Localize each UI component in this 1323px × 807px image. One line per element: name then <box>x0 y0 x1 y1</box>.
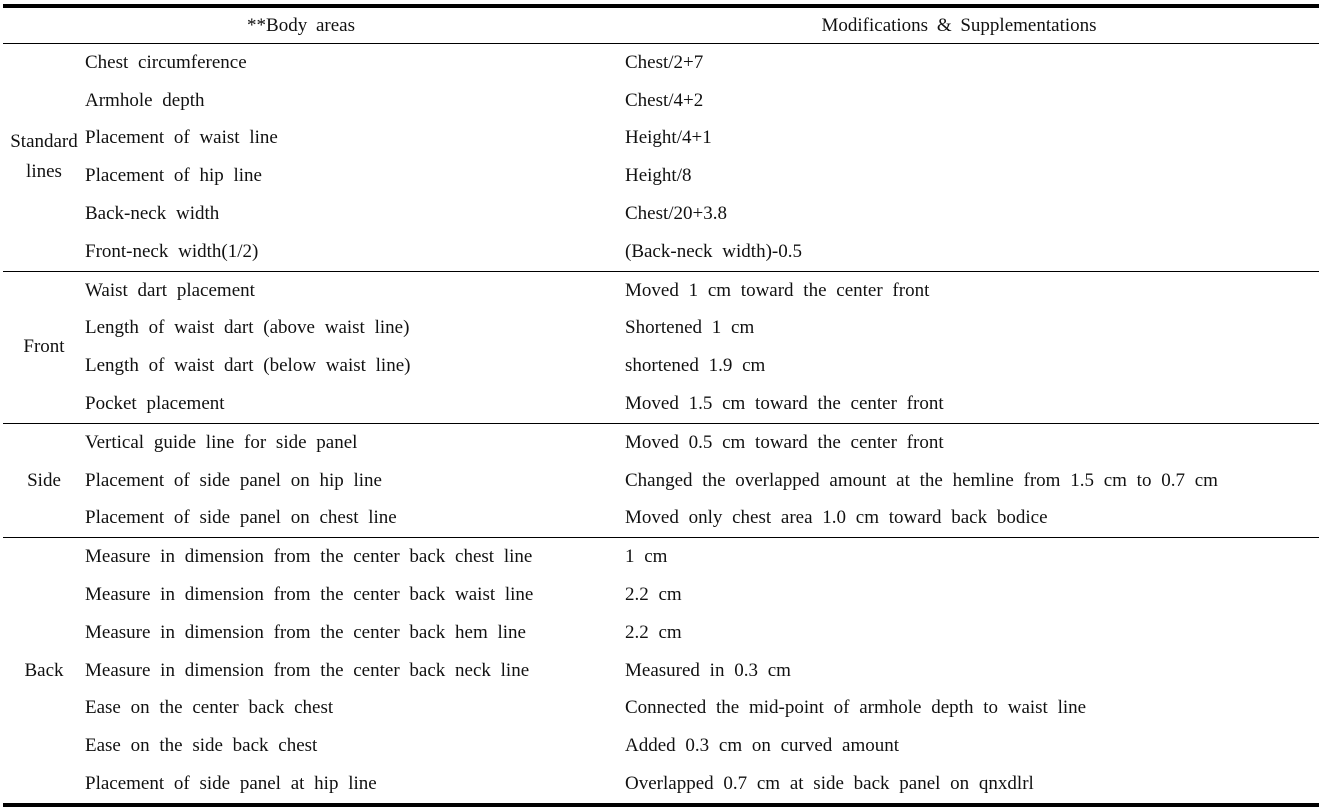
table-row <box>85 82 1319 120</box>
table-row <box>85 385 1319 423</box>
table-row <box>85 500 1319 538</box>
body-area-cell: Length of waist dart (above waist line) <box>85 317 410 339</box>
table-row <box>85 120 1319 158</box>
table-row <box>85 347 1319 385</box>
body-area-cell: Pocket placement <box>85 393 225 415</box>
modification-cell: Chest/2+7 <box>625 51 704 73</box>
header-modifications: Modifications & Supplementations <box>821 14 1097 36</box>
body-area-cell: Armhole depth <box>85 89 205 111</box>
modification-cell: 1 cm <box>625 546 668 568</box>
modification-cell: 2.2 cm <box>625 621 682 643</box>
body-area-cell: Front-neck width(1/2) <box>85 240 259 262</box>
body-area-cell: Measure in dimension from the center back hem line <box>85 621 526 643</box>
modification-cell: Moved 1.5 cm toward the center front <box>625 393 944 415</box>
modification-cell: Changed the overlapped amount at the hemline from 1.5 cm to 0.7 cm <box>625 469 1218 491</box>
body-area-cell: Length of waist dart (below waist line) <box>85 355 411 377</box>
modification-cell: Connected the mid-point of armhole depth to waist line <box>625 697 1087 719</box>
table-row <box>85 272 1319 310</box>
body-area-cell: Measure in dimension from the center back neck line <box>85 659 530 681</box>
table-row <box>85 44 1319 82</box>
table-group <box>3 538 1319 803</box>
table-row <box>85 157 1319 195</box>
table-row <box>85 462 1319 500</box>
table-group <box>3 272 1319 423</box>
body-area-cell: Ease on the side back chest <box>85 735 318 757</box>
table-row <box>85 310 1319 348</box>
modification-cell: Moved 1 cm toward the center front <box>625 279 930 301</box>
table-row <box>85 690 1319 728</box>
table-body <box>3 44 1319 803</box>
table-row <box>85 233 1319 271</box>
modification-cell: Added 0.3 cm on curved amount <box>625 735 900 757</box>
group-category: Back <box>24 659 64 681</box>
table-group <box>3 44 1319 271</box>
modification-cell: Chest/20+3.8 <box>625 203 728 225</box>
bottom-rule <box>3 803 1319 807</box>
modification-cell: Height/4+1 <box>625 127 712 149</box>
modification-cell: 2.2 cm <box>625 584 682 606</box>
body-area-cell: Back-neck width <box>85 203 220 225</box>
modification-cell: shortened 1.9 cm <box>625 355 766 377</box>
table-row <box>85 576 1319 614</box>
table-group <box>3 424 1319 537</box>
group-category: Standard lines <box>10 131 78 183</box>
body-area-cell: Placement of waist line <box>85 127 278 149</box>
table-header <box>3 8 1319 43</box>
body-area-cell: Measure in dimension from the center back waist line <box>85 584 534 606</box>
modification-cell: Moved only chest area 1.0 cm toward back bodice <box>625 507 1048 529</box>
body-area-cell: Chest circumference <box>85 51 247 73</box>
body-area-cell: Ease on the center back chest <box>85 697 334 719</box>
modification-cell: Overlapped 0.7 cm at side back panel on qnxdlrl <box>625 773 1034 795</box>
body-area-cell: Placement of side panel on chest line <box>85 507 397 529</box>
table-row <box>85 195 1319 233</box>
group-category: Side <box>27 469 61 491</box>
table-row <box>85 652 1319 690</box>
body-area-cell: Measure in dimension from the center back chest line <box>85 546 533 568</box>
table-row <box>85 538 1319 576</box>
modification-cell: Height/8 <box>625 165 692 187</box>
modification-cell: Chest/4+2 <box>625 89 704 111</box>
body-area-cell: Vertical guide line for side panel <box>85 431 358 453</box>
table-row <box>85 765 1319 803</box>
modification-cell: Moved 0.5 cm toward the center front <box>625 431 944 453</box>
body-area-cell: Waist dart placement <box>85 279 255 301</box>
modification-cell: (Back-neck width)-0.5 <box>625 240 802 262</box>
modification-cell: Shortened 1 cm <box>625 317 755 339</box>
modification-cell: Measured in 0.3 cm <box>625 659 791 681</box>
group-category: Front <box>23 336 65 358</box>
body-area-cell: Placement of side panel at hip line <box>85 773 377 795</box>
body-area-cell: Placement of side panel on hip line <box>85 469 382 491</box>
table-row <box>85 727 1319 765</box>
modifications-table <box>3 4 1319 807</box>
header-body-areas: **Body areas <box>247 14 355 36</box>
body-area-cell: Placement of hip line <box>85 165 262 187</box>
table-row <box>85 614 1319 652</box>
table-row <box>85 424 1319 462</box>
